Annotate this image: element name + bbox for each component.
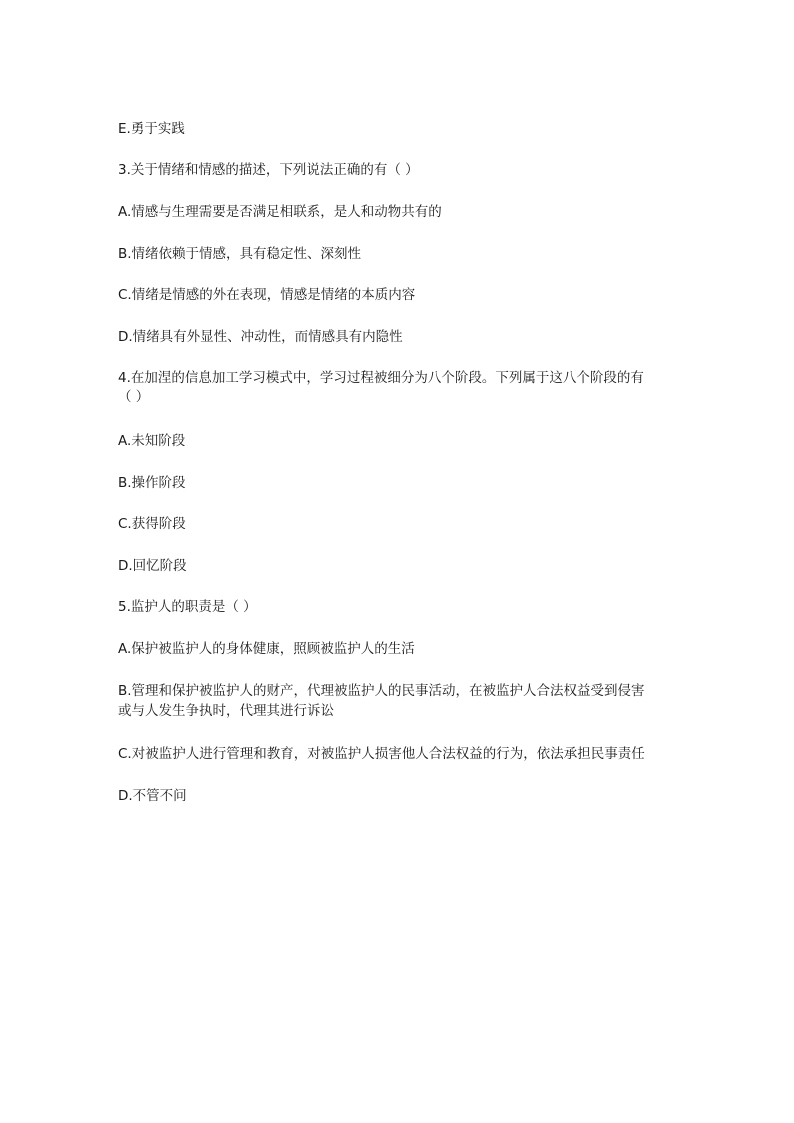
q5-option-d: D.不管不问 (118, 788, 187, 804)
question-3: 3.关于情绪和情感的描述，下列说法正确的有（ ） (118, 162, 419, 178)
question-5: 5.监护人的职责是（ ） (118, 599, 257, 615)
q4-option-b: B.操作阶段 (118, 475, 186, 491)
q3-option-d: D.情绪具有外显性、冲动性，而情感具有内隐性 (118, 329, 403, 345)
q3-option-a: A.情感与生理需要是否满足相联系，是人和动物共有的 (118, 204, 442, 220)
q4-option-d: D.回忆阶段 (118, 558, 187, 574)
q4-option-c: C.获得阶段 (118, 516, 186, 532)
option-e: E.勇于实践 (118, 121, 185, 137)
q3-option-b: B.情绪依赖于情感，具有稳定性、深刻性 (118, 246, 362, 262)
question-4-line-1: 4.在加涅的信息加工学习模式中，学习过程被细分为八个阶段。下列属于这八个阶段的有 (118, 370, 644, 386)
q4-option-a: A.未知阶段 (118, 433, 186, 449)
q5-option-a: A.保护被监护人的身体健康，照顾被监护人的生活 (118, 641, 415, 657)
q5-option-b-line-2: 或与人发生争执时，代理其进行诉讼 (118, 703, 334, 719)
q3-option-c: C.情绪是情感的外在表现，情感是情绪的本质内容 (118, 287, 416, 303)
question-4-line-2: （ ） (118, 389, 150, 405)
q5-option-b-line-1: B.管理和保护被监护人的财产，代理被监护人的民事活动，在被监护人合法权益受到侵害 (118, 683, 645, 699)
q5-option-c: C.对被监护人进行管理和教育，对被监护人损害他人合法权益的行为，依法承担民事责任 (118, 746, 645, 762)
